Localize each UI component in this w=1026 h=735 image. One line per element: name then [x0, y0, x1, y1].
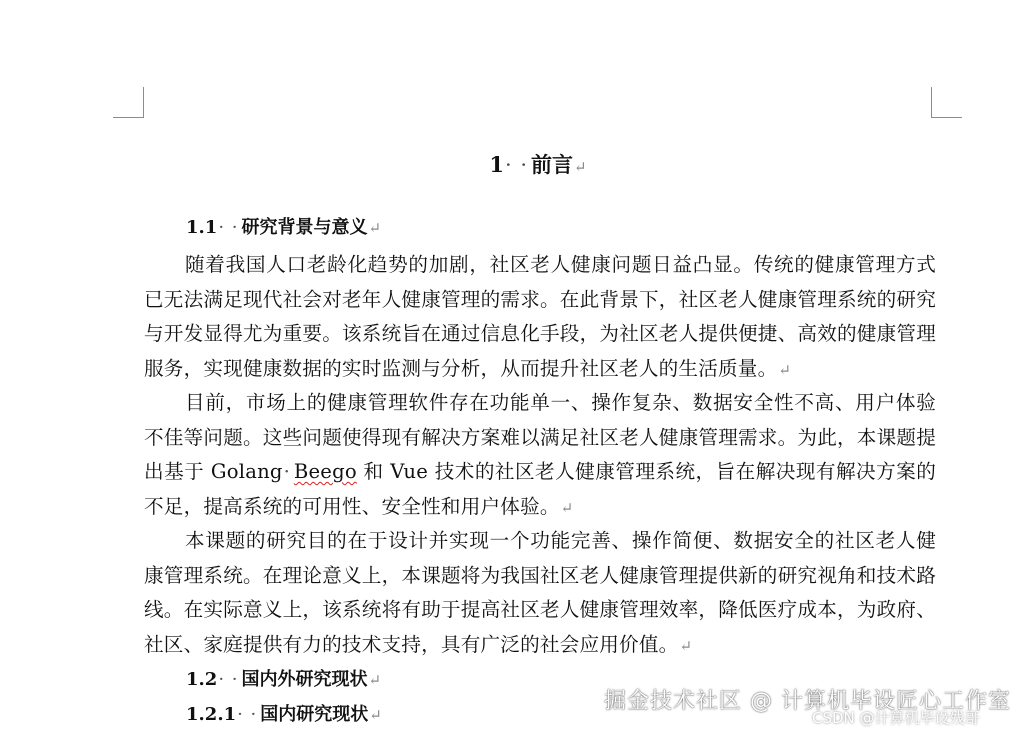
section-dots: · · — [218, 217, 239, 238]
chapter-heading — [0, 150, 1026, 182]
subsection-dots: · · — [237, 704, 258, 725]
paragraph-mark-icon: ↵ — [368, 671, 382, 689]
subsection-title: 国内研究现状 — [260, 704, 369, 725]
body-paragraph-3 — [144, 524, 936, 663]
chapter-number: 1 — [489, 152, 504, 177]
chapter-dots: · · — [505, 153, 529, 177]
paragraph-text-before: 目前，市场上的健康管理软件存在功能单一、操作复杂、数据安全性不高、用户体验不佳等问题。这些问题使得现有解决方案难以满足社区老人健康管理需求。为此，本课题提出基于 Golang — [144, 391, 936, 483]
section-title: 国内外研究现状 — [241, 669, 368, 690]
spellcheck-marked-word[interactable]: Beego — [293, 460, 357, 483]
section-number: 1.2 — [186, 669, 218, 690]
paragraph-mark-icon: ↵ — [679, 636, 693, 655]
top-right-corner-mark — [931, 87, 962, 118]
paragraph-mark-icon: ↵ — [560, 498, 574, 517]
subsection-heading-1-2-1 — [186, 702, 382, 728]
section-number: 1.1 — [186, 217, 218, 238]
paragraph-text-after: 和 Vue 技术的社区老人健康管理系统，旨在解决现有解决方案的不足，提高系统的可用性、安全性和用户体验。 — [144, 460, 936, 518]
paragraph-mark-icon: ↵ — [778, 360, 792, 379]
subsection-number: 1.2.1 — [186, 704, 237, 725]
top-left-corner-mark — [113, 87, 144, 118]
section-heading-1-2 — [186, 667, 381, 693]
paragraph-text: 随着我国人口老龄化趋势的加剧，社区老人健康问题日益凸显。传统的健康管理方式已无法满足现代社会对老年人健康管理的需求。在此背景下，社区老人健康管理系统的研究与开发显得尤为重要。该系统旨在通过信息化手段，为社区老人提供便捷、高效的健康管理服务，实现健康数据的实时监测与分析，从而提升社区老人的生活质量。 — [144, 253, 936, 380]
paragraph-mark-icon: ↵ — [368, 219, 382, 237]
section-heading-1-1 — [186, 215, 381, 241]
body-paragraph-1 — [144, 248, 936, 387]
section-dots: · · — [218, 669, 239, 690]
section-title: 研究背景与意义 — [241, 217, 368, 238]
chapter-title: 前言 — [531, 152, 574, 177]
watermark-main: 掘金技术社区 @ 计算机毕设匠心工作室 — [604, 689, 1011, 714]
space-dot: · — [283, 460, 291, 483]
paragraph-text: 本课题的研究目的在于设计并实现一个功能完善、操作简便、数据安全的社区老人健康管理系统。在理论意义上，本课题将为我国社区老人健康管理提供新的研究视角和技术路线。在实际意义上，该系统将有助于提高社区老人健康管理效率，降低医疗成本，为政府、社区、家庭提供有力的技术支持，具有广泛的社会应用价值。 — [144, 529, 936, 656]
paragraph-mark-icon: ↵ — [574, 158, 587, 176]
body-paragraph-2 — [144, 386, 936, 525]
watermark-sub: CSDN @计算机毕设残哥 — [812, 709, 980, 727]
paragraph-mark-icon: ↵ — [369, 706, 382, 724]
